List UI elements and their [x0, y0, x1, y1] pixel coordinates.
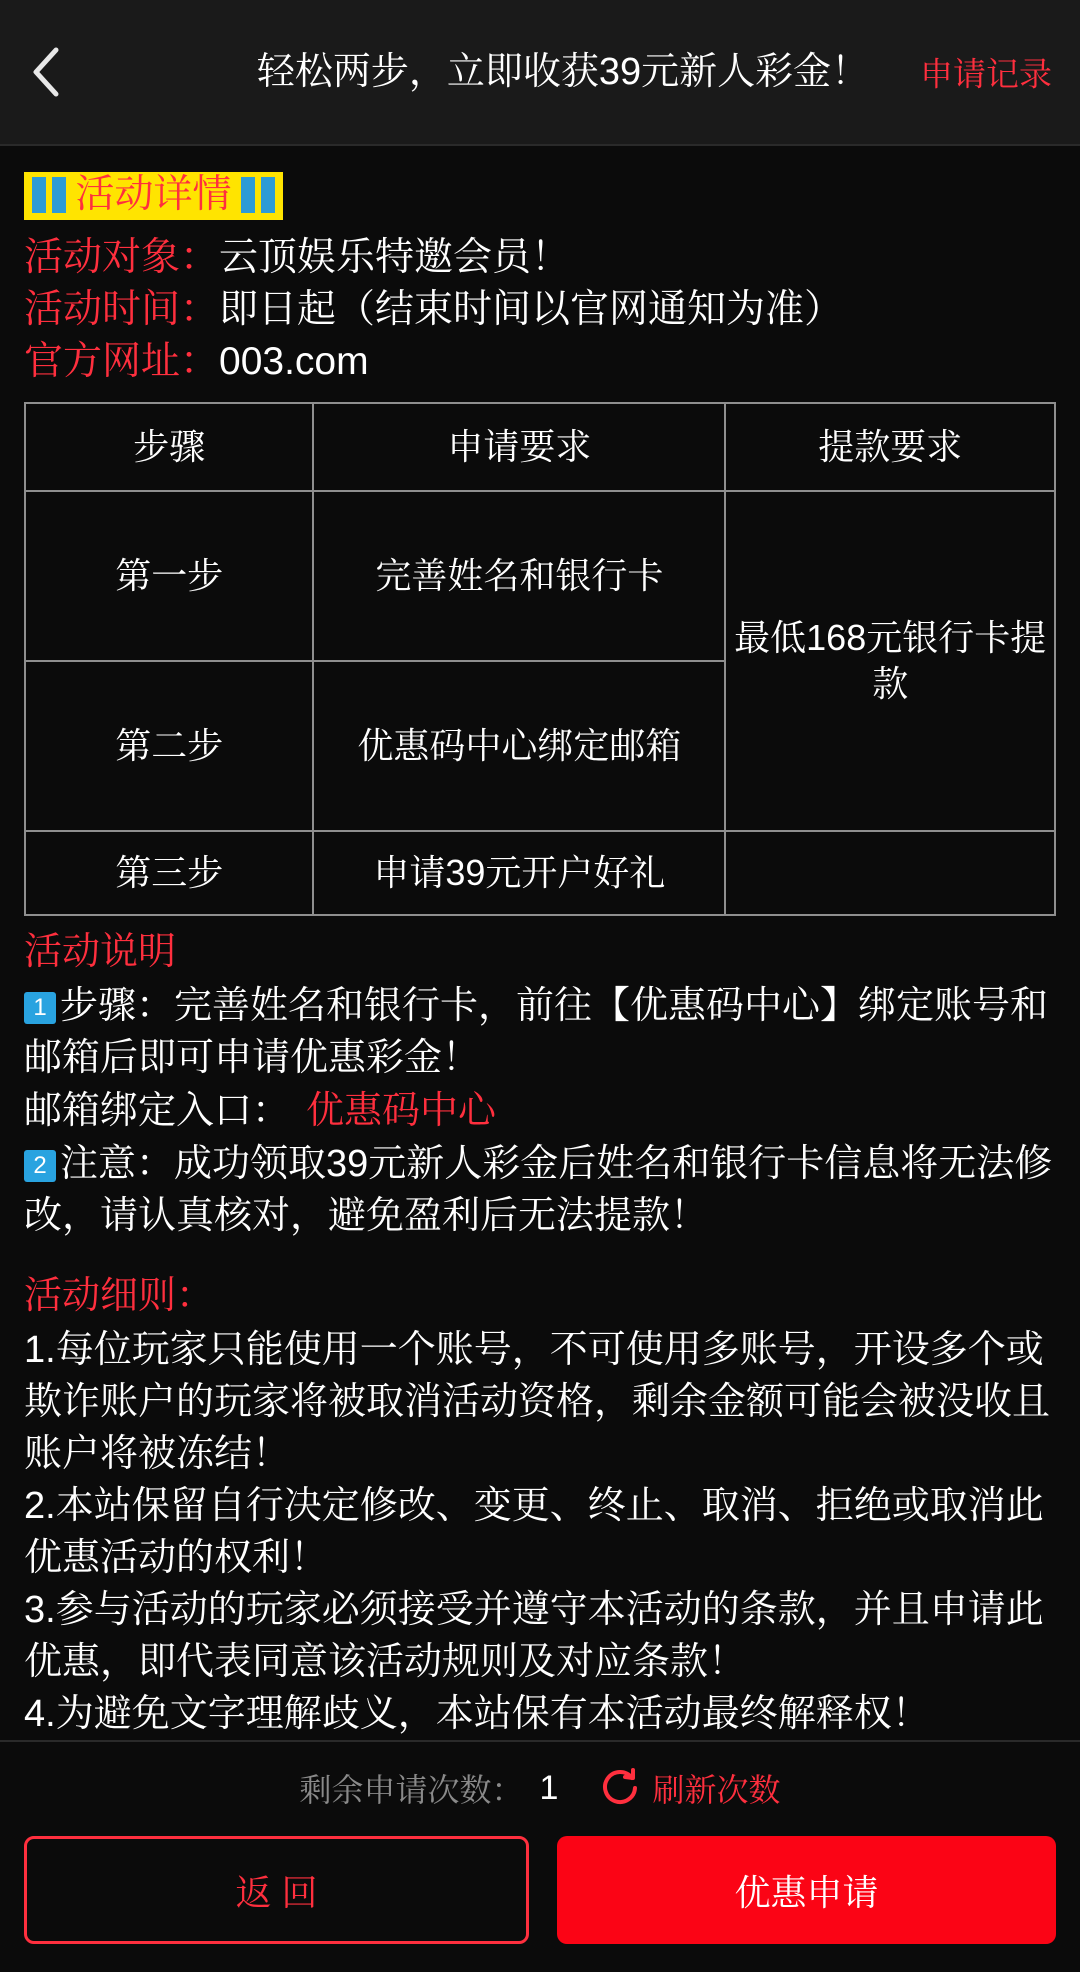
table-cell-empty: [725, 831, 1055, 915]
activity-time-row: [24, 284, 1056, 336]
promo-code-center-link[interactable]: 优惠码中心: [306, 1090, 497, 1132]
bottom-action-bar: [0, 1740, 1080, 1972]
table-header-row: [25, 403, 1055, 491]
table-cell-require-1: 完善姓名和银行卡: [313, 491, 725, 661]
table-header-apply: 申请要求: [313, 403, 725, 491]
notes-item-2: [24, 1138, 1056, 1242]
remaining-attempts-row: [24, 1756, 1056, 1820]
chevron-left-icon: [28, 42, 68, 102]
requirements-table: [24, 402, 1056, 916]
notes-item-1-text: 步骤：完善姓名和银行卡，前往【优惠码中心】绑定账号和邮箱后即可申请优惠彩金！: [24, 985, 1049, 1079]
rules-item: 3.参与活动的玩家必须接受并遵守本活动的条款，并且申请此优惠，即代表同意该活动规则及对应条款！: [24, 1589, 1044, 1683]
action-buttons: [24, 1836, 1056, 1944]
table-cell-step-3: 第三步: [25, 831, 313, 915]
content-scroll-area[interactable]: [0, 146, 1080, 1740]
table-header-step: 步骤: [25, 403, 313, 491]
gift-icon-left: [32, 177, 66, 213]
rules-item: 1.每位玩家只能使用一个账号，不可使用多账号，开设多个或欺诈账户的玩家将被取消活动资格，剩余金额可能会被没收且账户将被冻结！: [24, 1329, 1051, 1475]
activity-time-value: 即日起（结束时间以官网通知为准）: [219, 288, 844, 331]
notes-item-2-text: 注意：成功领取39元新人彩金后姓名和银行卡信息将无法修改，请认真核对，避免盈利后无法提款！: [24, 1143, 1053, 1237]
activity-time-label: 活动时间：: [24, 288, 220, 331]
table-cell-require-2: 优惠码中心绑定邮箱: [313, 661, 725, 831]
apply-promo-button[interactable]: 优惠申请: [557, 1836, 1056, 1944]
gift-icon-right: [241, 177, 275, 213]
page-title: 轻松两步，立即收获39元新人彩金！: [256, 51, 870, 93]
back-action-button[interactable]: 返 回: [24, 1836, 529, 1944]
notes-item-1: [24, 980, 1056, 1084]
table-cell-step-1: 第一步: [25, 491, 313, 661]
official-site-label: 官方网址：: [24, 340, 220, 383]
official-site-row: [24, 336, 1056, 388]
refresh-attempts-button[interactable]: [598, 1764, 780, 1813]
application-records-link[interactable]: 申请记录: [920, 55, 1052, 93]
remaining-attempts-label: 剩余申请次数：: [299, 1772, 524, 1808]
email-binding-entry-row: [24, 1084, 1056, 1138]
app-header: [0, 0, 1080, 146]
rules-section: [24, 1268, 1056, 1740]
back-button[interactable]: [0, 0, 96, 144]
table-cell-require-3: 申请39元开户好礼: [313, 831, 725, 915]
activity-detail-banner: [24, 172, 283, 220]
refresh-attempts-label: 刷新次数: [652, 1772, 781, 1808]
table-cell-step-2: 第二步: [25, 661, 313, 831]
number-badge-2-icon: 2: [24, 1150, 56, 1182]
notes-title: 活动说明: [24, 931, 177, 973]
activity-detail-banner-text: 活动详情: [75, 173, 232, 216]
refresh-icon: [598, 1764, 642, 1813]
activity-target-value: 云顶娱乐特邀会员！: [219, 236, 571, 279]
rules-item: 2.本站保留自行决定修改、变更、终止、取消、拒绝或取消此优惠活动的权利！: [24, 1485, 1044, 1579]
email-binding-entry-label: 邮箱绑定入口：: [24, 1090, 291, 1132]
number-badge-1-icon: 1: [24, 992, 56, 1024]
table-row: [25, 831, 1055, 915]
table-cell-withdraw: 最低168元银行卡提款: [725, 491, 1055, 831]
activity-target-label: 活动对象：: [24, 236, 220, 279]
table-row: [25, 491, 1055, 661]
remaining-attempts-value: 1: [539, 1768, 559, 1807]
rules-title: 活动细则：: [24, 1275, 215, 1317]
activity-target-row: [24, 232, 1056, 284]
official-site-value: 003.com: [219, 340, 369, 383]
table-header-withdraw: 提款要求: [725, 403, 1055, 491]
rules-item: 4.为避免文字理解歧义，本站保有本活动最终解释权！: [24, 1693, 930, 1735]
